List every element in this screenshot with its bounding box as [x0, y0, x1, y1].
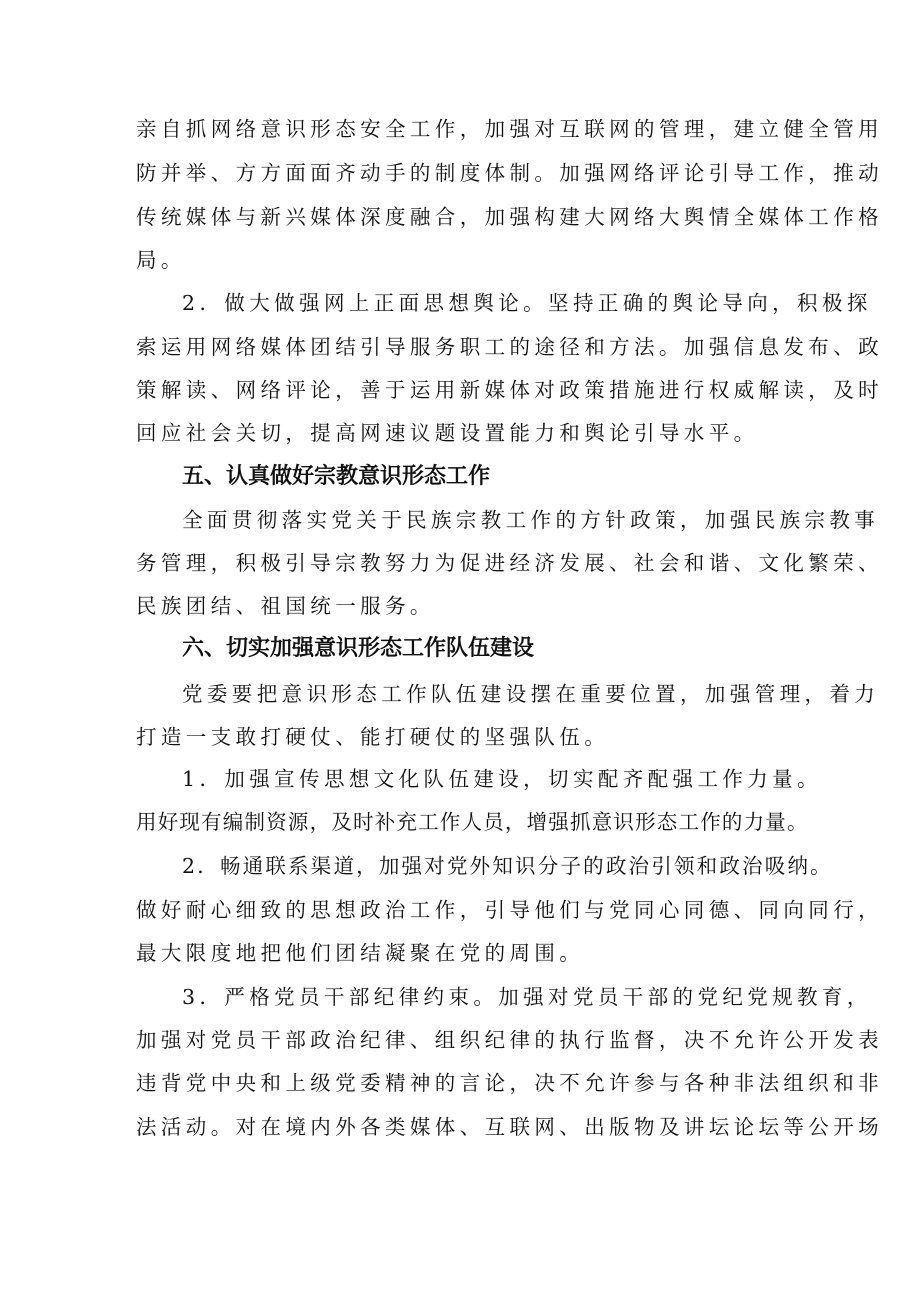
text-line: 3．严格党员干部纪律约束。加强对党员干部的党纪党规教育， — [182, 985, 872, 1009]
text-line: 最大限度地把他们团结凝聚在党的周围。 — [136, 941, 585, 965]
text-line: 务管理，积极引导宗教努力为促进经济发展、社会和谐、文化繁荣、 — [136, 551, 883, 575]
section-heading: 六、切实加强意识形态工作队伍建设 — [182, 636, 535, 661]
text-line: 索运用网络媒体团结引导服务职工的途径和方法。加强信息发布、政 — [136, 335, 883, 359]
text-line: 全面贯彻落实党关于民族宗教工作的方针政策，加强民族宗教事 — [182, 508, 880, 532]
text-line: 回应社会关切，提高网速议题设置能力和舆论引导水平。 — [136, 421, 759, 445]
section-heading: 五、认真做好宗教意识形态工作 — [182, 464, 491, 489]
text-line: 法活动。对在境内外各类媒体、互联网、出版物及讲坛论坛等公开场 — [136, 1115, 883, 1139]
text-line: 民族团结、祖国统一服务。 — [136, 594, 435, 618]
text-line: 局。 — [136, 248, 186, 272]
text-line: 违背党中央和上级党委精神的言论，决不允许参与各种非法组织和非 — [136, 1071, 883, 1095]
text-line: 防并举、方方面面齐动手的制度体制。加强网络评论引导工作，推动 — [136, 161, 883, 185]
text-line: 传统媒体与新兴媒体深度融合，加强构建大网络大舆情全媒体工作格 — [136, 205, 883, 229]
text-line: 用好现有编制资源，及时补充工作人员，增强抓意识形态工作的力量。 — [136, 810, 809, 834]
text-line: 加强对党员干部政治纪律、组织纪律的执行监督，决不允许公开发表 — [136, 1028, 883, 1052]
text-line: 做好耐心细致的思想政治工作，引导他们与党同心同德、同向同行， — [136, 898, 883, 922]
text-line: 2．做大做强网上正面思想舆论。坚持正确的舆论导向，积极探 — [182, 291, 872, 315]
text-line: 党委要把意识形态工作队伍建设摆在重要位置，加强管理，着力 — [182, 682, 880, 706]
text-line: 打造一支敢打硬仗、能打硬仗的坚强队伍。 — [136, 725, 610, 749]
text-line: 1．加强宣传思想文化队伍建设，切实配齐配强工作力量。 — [182, 767, 822, 791]
text-line: 亲自抓网络意识形态安全工作，加强对互联网的管理，建立健全管用 — [136, 117, 883, 141]
text-line: 策解读、网络评论，善于运用新媒体对政策措施进行权威解读，及时 — [136, 378, 883, 402]
text-line: 2．畅通联系渠道，加强对党外知识分子的政治引领和政治吸纳。 — [182, 854, 833, 878]
